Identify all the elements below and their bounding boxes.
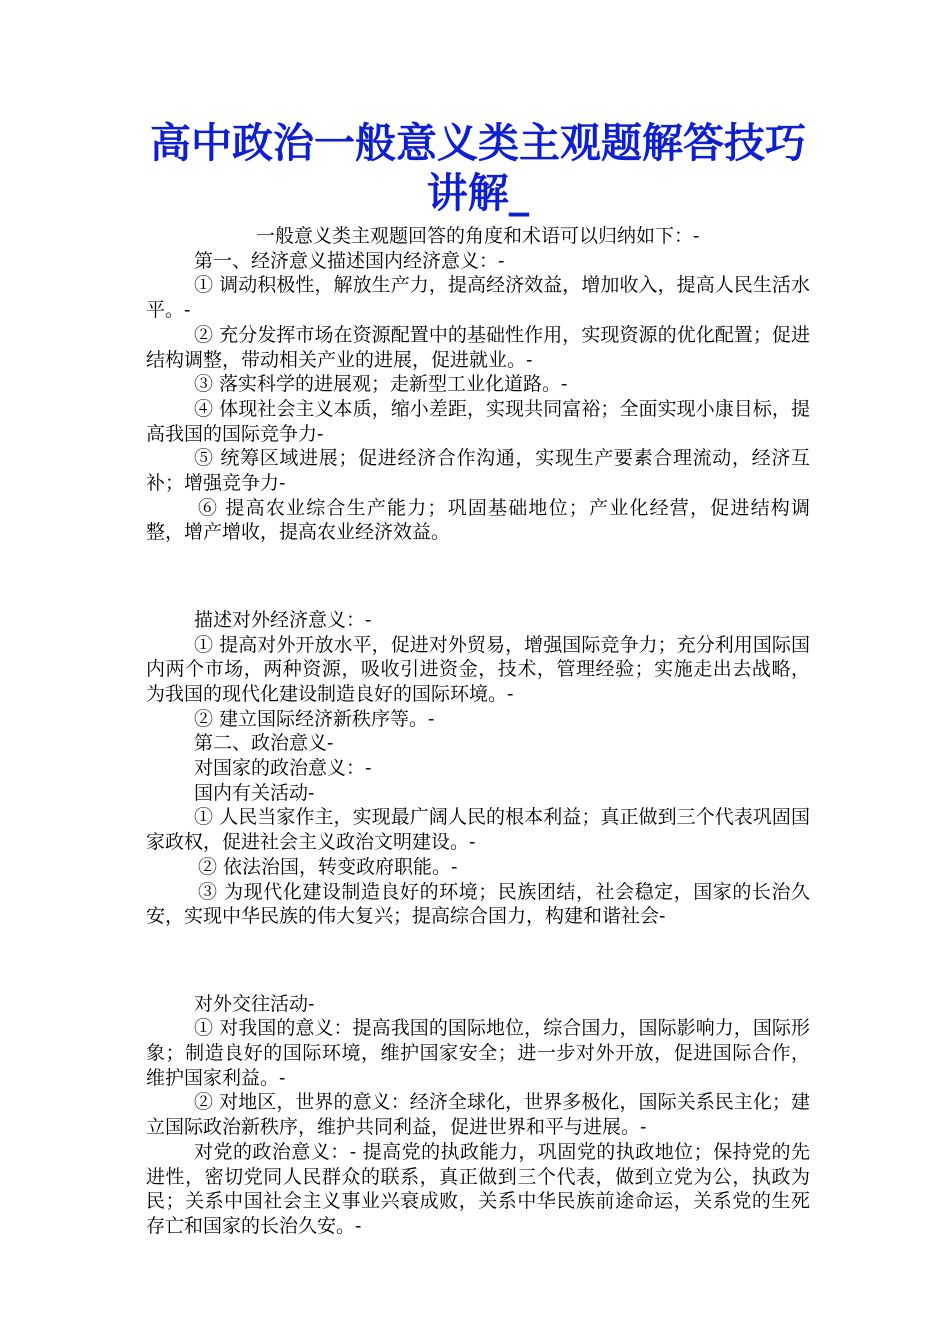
body-paragraph: 对党的政治意义：- 提高党的执政能力，巩固党的执政地位；保持党的先进性，密切党同人民群众的联系，真正做到三个代表，做到立党为公，执政为民；关系中国社会主义事业兴衰成败，关系中华民族前途命运，关系党的生死存亡和国家的长治久安。-	[146, 1140, 810, 1237]
body-paragraph: ② 依法治国，转变政府职能。-	[198, 855, 458, 878]
body-paragraph: 对国家的政治意义：-	[194, 757, 372, 780]
body-paragraph: ⑤ 统筹区域进展；促进经济合作沟通，实现生产要素合理流动，经济互补；增强竞争力-	[146, 447, 810, 495]
body-paragraph: ⑥ 提高农业综合生产能力；巩固基础地位；产业化经营，促进结构调整，增产增收，提高农业经济效益。	[146, 496, 810, 544]
body-paragraph: 第一、经济意义描述国内经济意义：-	[194, 249, 505, 272]
body-paragraph: ② 对地区，世界的意义：经济全球化，世界多极化，国际关系民主化；建立国际政治新秩序，维护共同利益，促进世界和平与进展。-	[146, 1091, 810, 1139]
body-paragraph: ④ 体现社会主义本质，缩小差距，实现共同富裕；全面实现小康目标，提高我国的国际竞争力-	[146, 397, 810, 445]
body-paragraph: 对外交往活动-	[194, 992, 315, 1015]
body-paragraph: ① 人民当家作主，实现最广阔人民的根本利益；真正做到三个代表巩固国家政权，促进社会主义政治文明建设。-	[146, 806, 810, 854]
document-title: 高中政治一般意义类主观题解答技巧讲解_	[150, 119, 806, 217]
body-paragraph: 第二、政治意义-	[194, 732, 334, 755]
body-paragraph: ② 充分发挥市场在资源配置中的基础性作用，实现资源的优化配置；促进结构调整，带动相关产业的进展，促进就业。-	[146, 323, 810, 371]
body-paragraph: 描述对外经济意义：-	[194, 608, 372, 631]
body-paragraph: 国内有关活动-	[194, 781, 315, 804]
body-paragraph: 一般意义类主观题回答的角度和术语可以归纳如下：-	[256, 225, 700, 247]
body-paragraph: ③ 落实科学的进展观；走新型工业化道路。-	[194, 373, 568, 396]
blank-line	[146, 948, 810, 973]
document-body	[146, 224, 810, 1239]
body-paragraph: ③ 为现代化建设制造良好的环境；民族团结，社会稳定，国家的长治久安，实现中华民族的伟大复兴；提高综合国力，构建和谐社会-	[146, 880, 810, 928]
blank-line	[146, 564, 810, 589]
body-paragraph: ① 调动积极性，解放生产力，提高经济效益，增加收入，提高人民生活水平。-	[146, 274, 810, 322]
body-paragraph: ① 对我国的意义：提高我国的国际地位，综合国力，国际影响力，国际形象；制造良好的国际环境，维护国家安全；进一步对外开放，促进国际合作，维护国家利益。-	[146, 1017, 810, 1089]
body-paragraph: ② 建立国际经济新秩序等。-	[194, 707, 435, 730]
body-paragraph: ① 提高对外开放水平，促进对外贸易，增强国际竞争力；充分利用国际国内两个市场，两种资源，吸收引进资金，技术，管理经验；实施走出去战略，为我国的现代化建设制造良好的国际环境。-	[146, 633, 810, 705]
